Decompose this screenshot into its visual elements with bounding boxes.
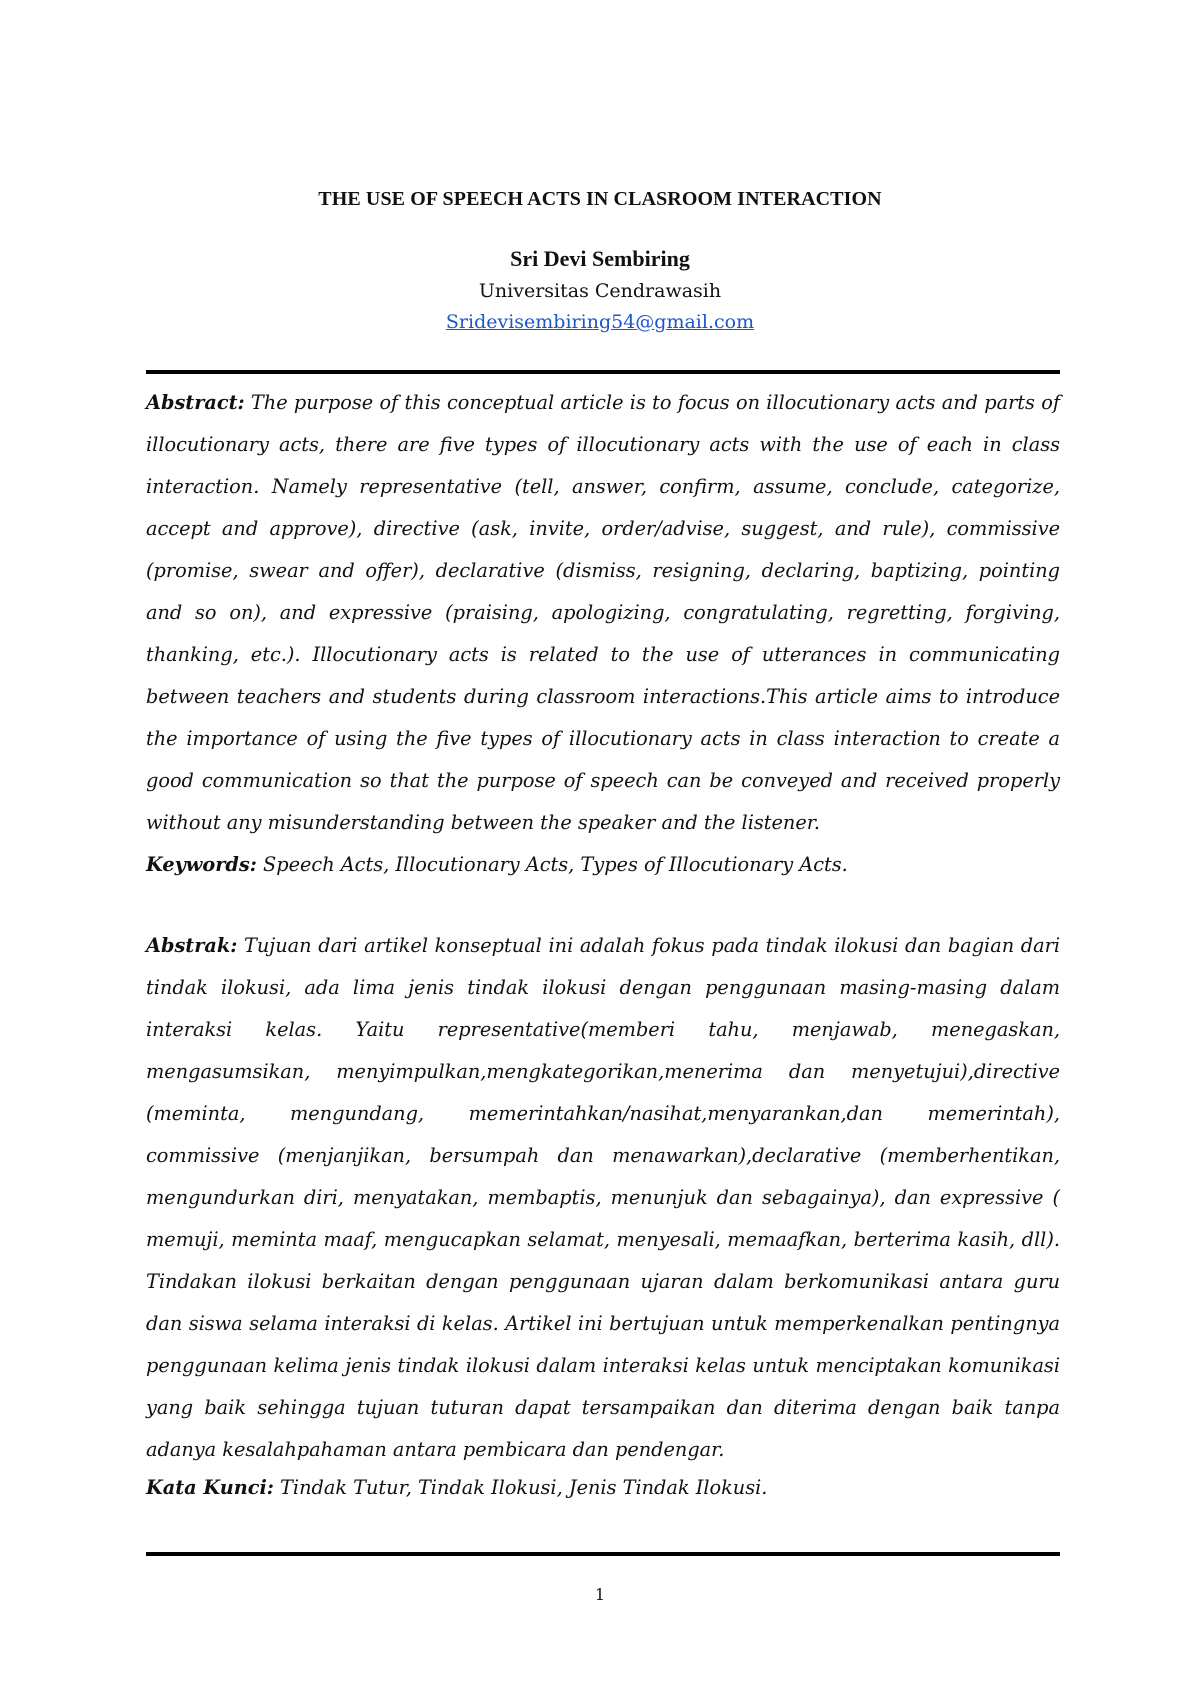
page-number: 1 bbox=[594, 1585, 606, 1604]
author-affiliation: Universitas Cendrawasih bbox=[478, 280, 722, 302]
abstract-indonesian bbox=[146, 925, 1060, 1471]
keywords-english bbox=[146, 844, 1060, 886]
bottom-divider bbox=[146, 1552, 1060, 1556]
keywords-indonesian bbox=[146, 1467, 1060, 1509]
abstract-text: The purpose of this conceptual article is to focus on illocutionary acts and parts of illocutionary acts, there are five types of illocutionary acts with the use of each in class interaction. Namely representative (tell, answer, confirm, assume, conclude, categorize, accept and approve), directive (ask, invite, order/advise, suggest, and rule), commissive (promise, swear and offer), declarative (dismiss, resigning, declaring, baptizing, pointing and so on), and expressive (praising, apologizing, congratulating, regretting, forgiving, thanking, etc.). Illocutionary acts is related to the use of utterances in communicating between teachers and students during classroom interactions.This article aims to introduce the importance of using the five types of illocutionary acts in class interaction to create a good communication so that the purpose of speech can be conveyed and received properly without any misunderstanding between the speaker and the listener. bbox=[146, 391, 1060, 834]
author-name: Sri Devi Sembiring bbox=[510, 246, 690, 271]
abstract-label: Abstract: bbox=[146, 391, 245, 414]
keywords-label: Keywords: bbox=[146, 853, 257, 876]
abstrak-label: Abstrak: bbox=[146, 934, 238, 957]
abstract-english bbox=[146, 382, 1060, 844]
abstrak-text: Tujuan dari artikel konseptual ini adalah fokus pada tindak ilokusi dan bagian dari tindak ilokusi, ada lima jenis tindak ilokusi dengan penggunaan masing-masing dalam interaksi kelas. Yaitu representative(memberi tahu, menjawab, menegaskan, mengasumsikan, menyimpulkan,mengkategorikan,menerima dan menyetujui),directive (meminta, mengundang, memerintahkan/nasihat,menyarankan,dan memerintah), commissive (menjanjikan, bersumpah dan menawarkan),declarative (memberhentikan, mengundurkan diri, menyatakan, membaptis, menunjuk dan sebagainya), dan expressive ( memuji, meminta maaf, mengucapkan selamat, menyesali, memaafkan, berterima kasih, dll). Tindakan ilokusi berkaitan dengan penggunaan ujaran dalam berkomunikasi antara guru dan siswa selama interaksi di kelas. Artikel ini bertujuan untuk memperkenalkan pentingnya penggunaan kelima jenis tindak ilokusi dalam interaksi kelas untuk menciptakan komunikasi yang baik sehingga tujuan tuturan dapat tersampaikan dan diterima dengan baik tanpa adanya kesalahpahaman antara pembicara dan pendengar. bbox=[146, 934, 1060, 1461]
keywords-text: Speech Acts, Illocutionary Acts, Types of Illocutionary Acts. bbox=[256, 853, 848, 876]
kata-kunci-label: Kata Kunci: bbox=[146, 1476, 274, 1499]
email-link[interactable]: Sridevisembiring54@gmail.com bbox=[445, 311, 755, 333]
top-divider bbox=[146, 370, 1060, 374]
kata-kunci-text: Tindak Tutur, Tindak Ilokusi, Jenis Tindak Ilokusi. bbox=[273, 1476, 768, 1499]
author-email bbox=[0, 311, 1200, 333]
paper-title: THE USE OF SPEECH ACTS IN CLASROOM INTERACTION bbox=[318, 188, 882, 210]
